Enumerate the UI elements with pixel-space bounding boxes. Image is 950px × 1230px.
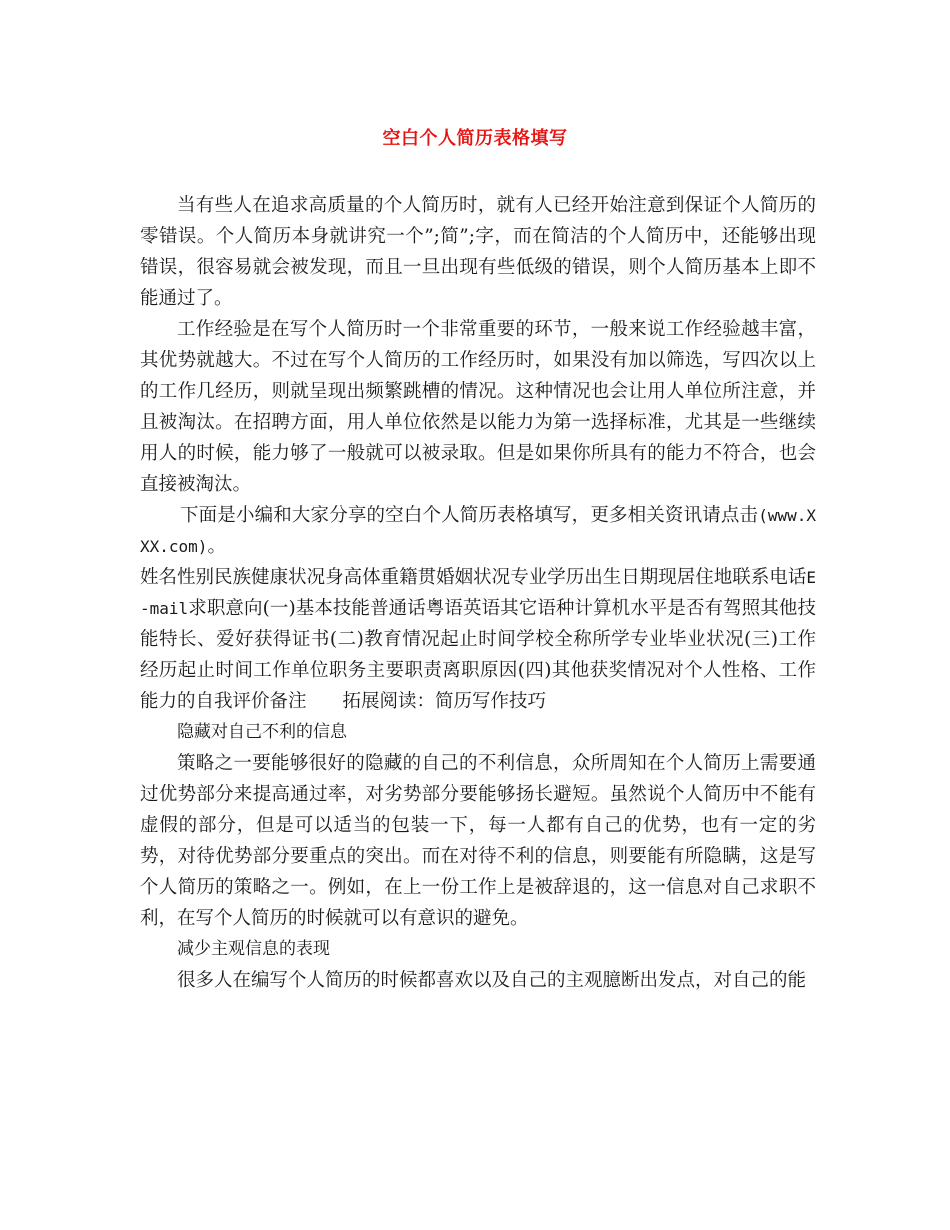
document-title: 空白个人简历表格填写 — [382, 128, 568, 149]
section-text-hide-info: 策略之一要能够很好的隐藏的自己的不利信息，众所周知在个人简历上需要通过优势部分来提高通过率，对劣势部分要能够扬长避短。虽然说个人简历中不能有虚假的部分，但是可以适当的包装一下，每一人都有自己的优势，也有一定的劣势，对待优势部分要重点的突出。而在对待不利的信息，则要能有所隐瞒，这是写个人简历的策略之一。例如，在上一份工作上是被辞退的，这一信息对自己求职不利，在写个人简历的时候就可以有意识的避免。 — [140, 753, 816, 929]
share-link[interactable]: (www.XXX.com) — [140, 506, 816, 556]
document-body — [140, 190, 816, 996]
form-email-label: E-mail — [140, 568, 816, 618]
section-heading-hide-info: 隐藏对自己不利的信息 — [177, 722, 347, 742]
paragraph-intro: 当有些人在追求高质量的个人简历时，就有人已经开始注意到保证个人简历的零错误。个人简历本身就讲究一个”;简”;字，而在简洁的个人简历中，还能够出现错误，很容易就会被发现，而且一旦出现有些低级的错误，则个人简历基本上即不能通过了。 — [140, 195, 816, 309]
form-fields-part2: 求职意向(一)基本技能普通话粤语英语其它语种计算机水平是否有驾照其他技能特长、爱好获得证书(二)教育情况起止时间学校全称所学专业毕业状况(三)工作经历起止时间工作单位职务主要职责离职原因(四)其他获奖情况对个人性格、工作能力的自我评价备注 — [140, 598, 816, 712]
paragraph-form-fields — [140, 562, 816, 717]
paragraph-share — [140, 500, 816, 562]
form-fields-part1: 姓名性别民族健康状况身高体重籍贯婚姻状况专业学历出生日期现居住地联系电话 — [140, 567, 807, 588]
share-intro-text: 下面是小编和大家分享的空白个人简历表格填写，更多相关资讯请点击 — [180, 505, 759, 526]
section-text-reduce-subjective: 很多人在编写个人简历的时候都喜欢以及自己的主观臆断出发点，对自己的能 — [177, 970, 807, 991]
section-heading-reduce-subjective: 减少主观信息的表现 — [177, 939, 330, 959]
extended-reading-link[interactable]: 拓展阅读：简历写作技巧 — [342, 691, 547, 712]
share-end: 。 — [207, 536, 226, 557]
paragraph-work-experience: 工作经验是在写个人简历时一个非常重要的环节，一般来说工作经验越丰富，其优势就越大。不过在写个人简历的工作经历时，如果没有加以筛选，写四次以上的工作几经历，则就呈现出频繁跳槽的情况。这种情况也会让用人单位所注意，并且被淘汰。在招聘方面，用人单位依然是以能力为第一选择标准，尤其是一些继续用人的时候，能力够了一般就可以被录取。但是如果你所具有的能力不符合，也会直接被淘汰。 — [140, 319, 816, 495]
